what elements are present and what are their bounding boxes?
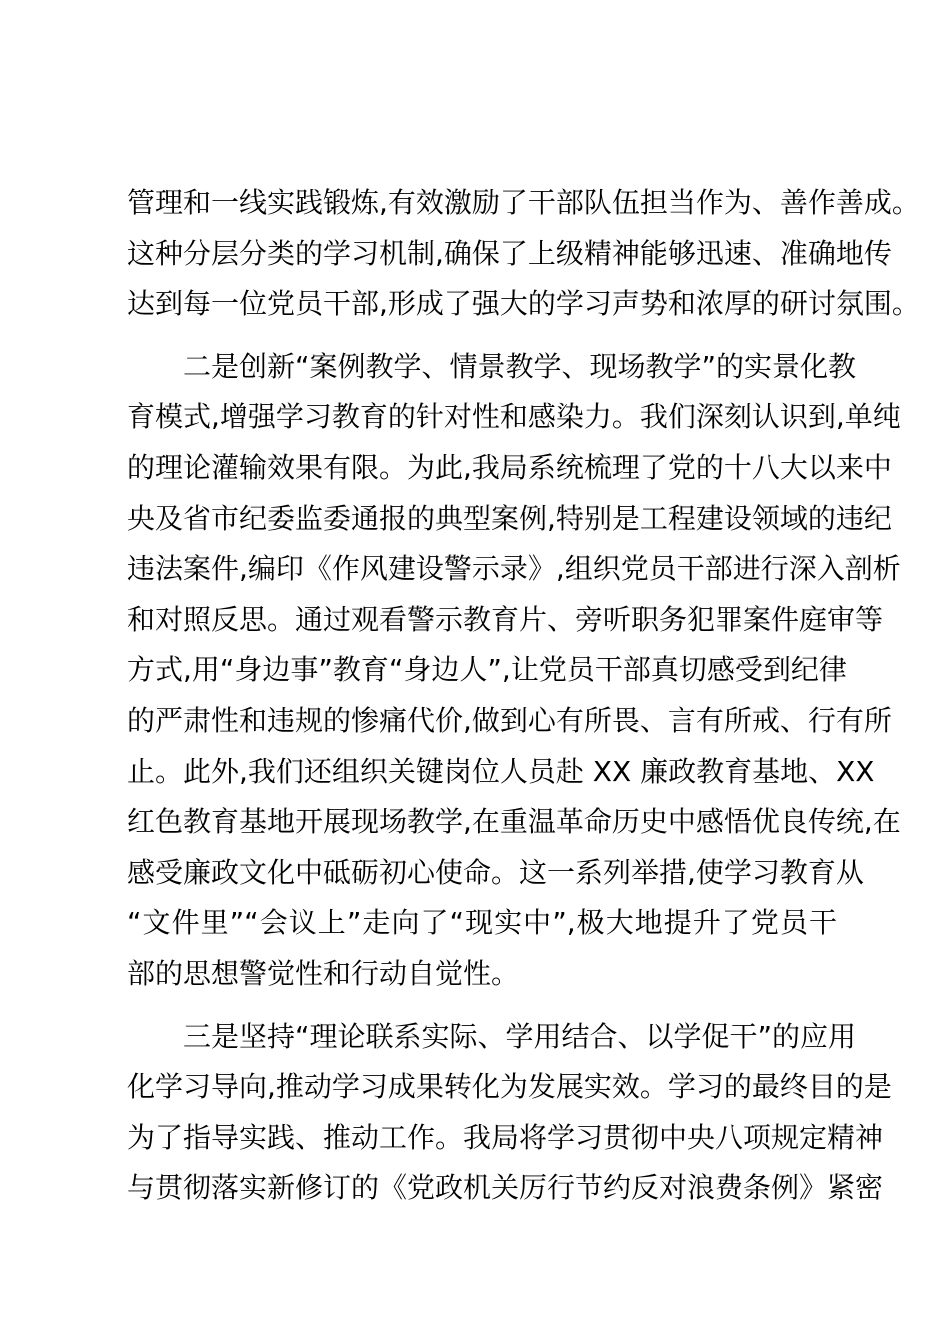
text-line: 和对照反思。通过观看警示教育片、旁听职务犯罪案件庭审等 <box>127 602 884 636</box>
text-line: 部的思想警觉性和行动自觉性。 <box>127 956 520 990</box>
text-line: 的严肃性和违规的惨痛代价,做到心有所畏、言有所戒、行有所 <box>127 703 892 737</box>
paragraph-3 <box>127 1012 892 1214</box>
text-line: 管理和一线实践锻炼,有效激励了干部队伍担当作为、善作善成。 <box>127 186 920 219</box>
text-line: 与贯彻落实新修订的《党政机关厉行节约反对浪费条例》紧密 <box>127 1171 884 1205</box>
text-line: 方式,用“身边事”教育“身边人”,让党员干部真切感受到纪律 <box>127 653 847 687</box>
text-line: 达到每一位党员干部,形成了强大的学习声势和浓厚的研讨氛围。 <box>127 287 920 321</box>
paragraph-gap <box>127 330 837 342</box>
text-line: 为了指导实践、推动工作。我局将学习贯彻中央八项规定精神 <box>127 1120 884 1154</box>
text-line: 红色教育基地开展现场教学,在重温革命历史中感悟优良传统,在 <box>127 805 901 839</box>
text-line: 育模式,增强学习教育的针对性和感染力。我们深刻认识到,单纯 <box>127 400 901 434</box>
text-line: 央及省市纪委监委通报的典型案例,特别是工程建设领域的违纪 <box>127 501 892 535</box>
text-line: 的理论灌输效果有限。为此,我局系统梳理了党的十八大以来中 <box>127 450 892 484</box>
text-line: 二是创新“案例教学、情景教学、现场教学”的实景化教 <box>183 349 857 383</box>
text-line: 止。此外,我们还组织关键岗位人员赴 XX 廉政教育基地、XX <box>127 754 875 788</box>
text-line: 三是坚持“理论联系实际、学用结合、以学促干”的应用 <box>183 1019 857 1053</box>
paragraph-2 <box>127 342 901 1000</box>
text-line: 感受廉政文化中砥砺初心使命。这一系列举措,使学习教育从 <box>127 855 864 889</box>
paragraph-gap <box>127 1000 837 1012</box>
text-line: 这种分层分类的学习机制,确保了上级精神能够迅速、准确地传 <box>127 236 892 270</box>
paragraph-1 <box>127 178 920 330</box>
text-line: 化学习导向,推动学习成果转化为发展实效。学习的最终目的是 <box>127 1070 892 1104</box>
document-body <box>127 178 920 1214</box>
text-line: 违法案件,编印《作风建设警示录》,组织党员干部进行深入剖析 <box>127 552 901 586</box>
text-line: “文件里”“会议上”走向了“现实中”,极大地提升了党员干 <box>127 906 837 940</box>
